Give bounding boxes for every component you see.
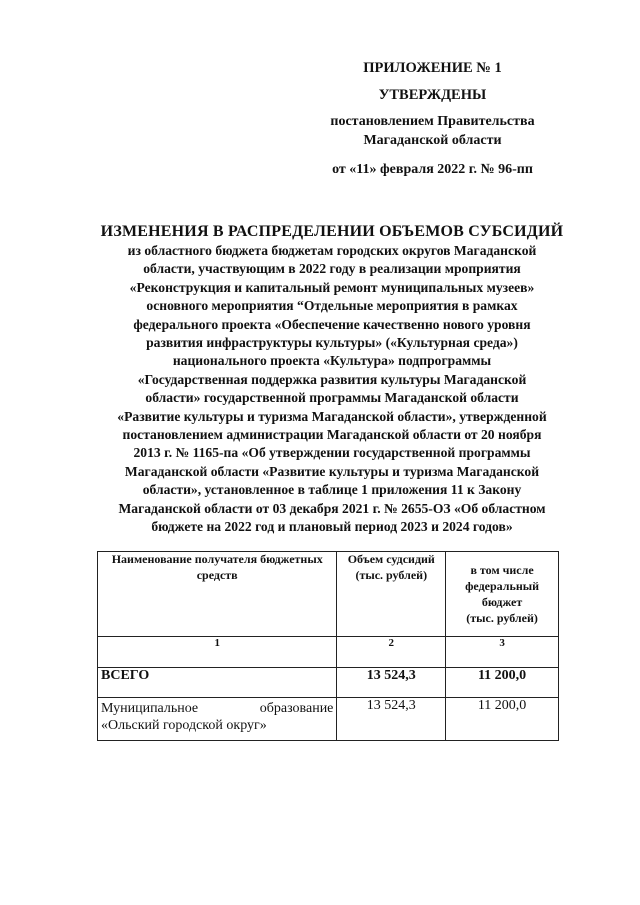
approved-by-line2: Магаданской области <box>363 133 502 148</box>
approved-by-line1: постановлением Правительства <box>330 114 535 129</box>
approved-label: УТВЕРЖДЕНЫ <box>378 87 487 103</box>
title-line: постановлением администрации Магаданской области от 20 ноября <box>122 427 542 443</box>
title-heading: ИЗМЕНЕНИЯ В РАСПРЕДЕЛЕНИИ ОБЪЕМОВ СУБСИДИЙ <box>100 223 564 240</box>
column-number: 1 <box>98 637 337 668</box>
title-line: Магаданской области «Развитие культуры и туризма Магаданской <box>124 463 540 479</box>
total-label: ВСЕГО <box>98 668 337 698</box>
subsidies-table <box>97 551 559 741</box>
table-row <box>98 698 559 741</box>
title-line: области», установленное в таблице 1 приложения 11 к Закону <box>142 482 522 498</box>
title-line: 2013 г. № 1165-па «Об утверждении государственной программы <box>133 445 531 461</box>
header-recipient: Наименование получателя бюджетных средств <box>98 552 337 637</box>
header-federal: в том числе федеральный бюджет (тыс. рублей) <box>446 552 559 637</box>
title-line: бюджете на 2022 год и плановый период 2023 и 2024 годов» <box>151 519 513 535</box>
title-line: национального проекта «Культура» подпрограммы <box>172 353 492 369</box>
total-volume: 13 524,3 <box>337 668 446 698</box>
title-line: основного мероприятия “Отдельные мероприятия в рамках <box>146 298 518 314</box>
total-row <box>98 668 559 698</box>
recipient-volume: 13 524,3 <box>337 698 446 741</box>
title-line: «Реконструкция и капитальный ремонт муниципальных музеев» <box>129 279 535 295</box>
title-line: Магаданской области от 03 декабря 2021 г. № 2655-ОЗ «Об областном <box>118 500 546 516</box>
title-line: области, участвующим в 2022 году в реализации мроприятия <box>143 261 521 277</box>
column-number: 3 <box>446 637 559 668</box>
title-line: «Развитие культуры и туризма Магаданской области», утвержденной <box>117 408 547 424</box>
title-line: федерального проекта «Обеспечение качественно нового уровня <box>133 316 531 332</box>
title-line: области» государственной программы Магаданской области <box>145 390 519 406</box>
table-header-row <box>98 552 559 637</box>
title-line: развития инфраструктуры культуры» («Культурная среда») <box>146 335 518 351</box>
title-line: «Государственная поддержка развития культуры Магаданской <box>137 371 527 387</box>
column-number-row <box>98 637 559 668</box>
appendix-number: ПРИЛОЖЕНИЕ № 1 <box>363 60 502 76</box>
header-volume: Объем судсидий (тыс. рублей) <box>337 552 446 637</box>
title-line: из областного бюджета бюджетам городских округов Магаданской <box>127 243 537 258</box>
title-description <box>86 242 578 537</box>
total-federal: 11 200,0 <box>446 668 559 698</box>
column-number: 2 <box>337 637 446 668</box>
recipient-federal: 11 200,0 <box>446 698 559 741</box>
recipient-name: Муниципальное образование «Ольский городской округ» <box>98 698 337 741</box>
document-title <box>86 222 578 537</box>
approval-date: от «11» февраля 2022 г. № 96-пп <box>332 162 533 177</box>
approval-block <box>330 58 535 180</box>
